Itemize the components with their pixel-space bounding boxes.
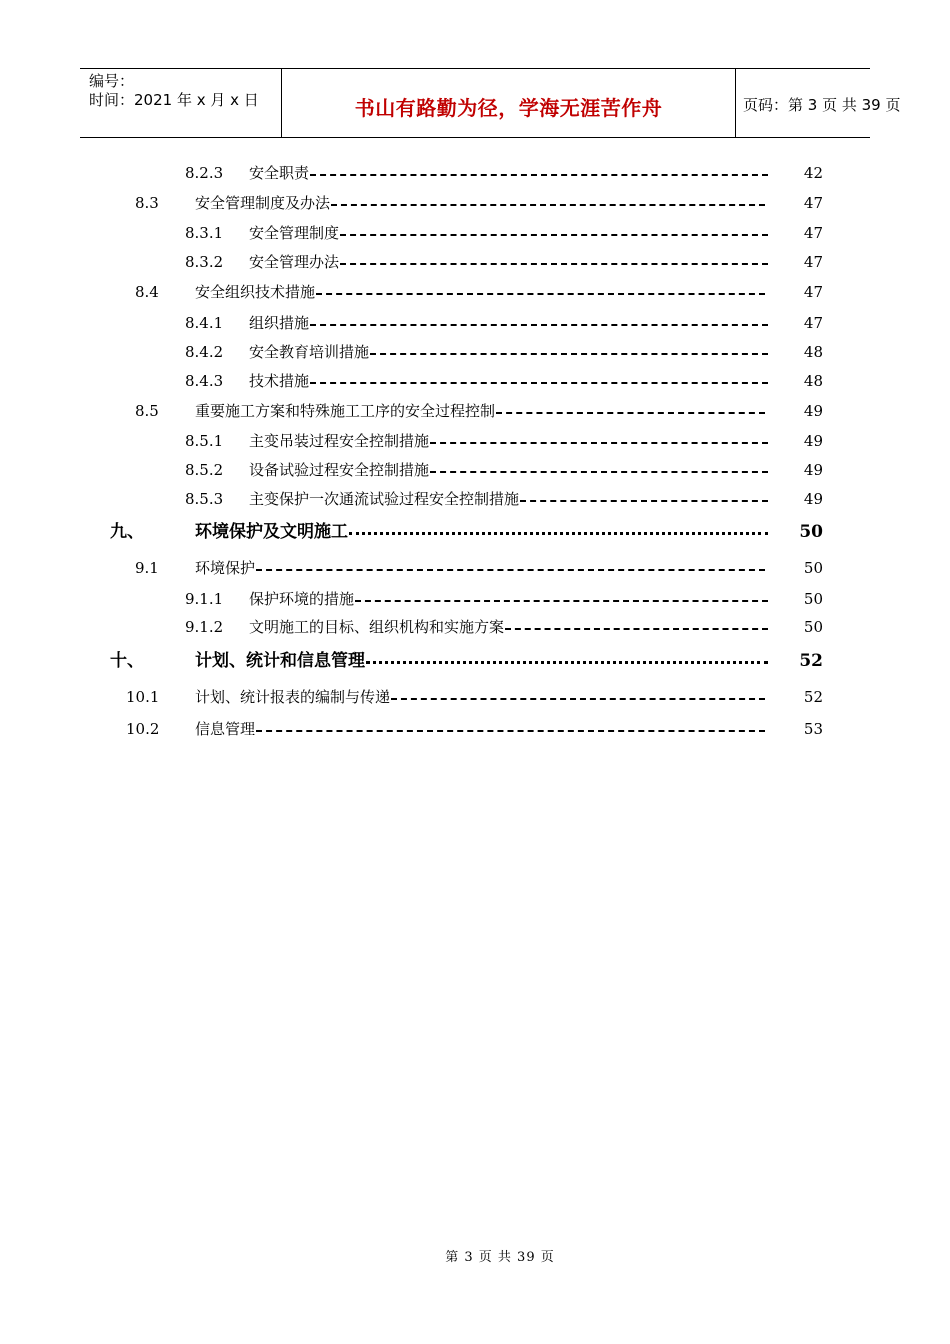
toc-entry-page: 52 (803, 688, 823, 706)
header-motto-cell (281, 69, 736, 137)
toc-entry-line (249, 250, 768, 274)
document-date: 时间：2021 年 x 月 x 日 (89, 91, 259, 109)
toc-entry-line (195, 280, 765, 304)
toc-entry (0, 221, 950, 245)
toc-entry (0, 429, 950, 453)
toc-dot-leader (355, 600, 768, 602)
toc-entry-number: 十、 (110, 651, 144, 671)
toc-entry (0, 487, 950, 511)
toc-entry-page: 50 (803, 590, 823, 608)
toc-dot-leader (310, 382, 768, 384)
toc-entry-title: 安全管理办法 (249, 253, 340, 271)
toc-entry-number: 9.1.2 (185, 618, 224, 636)
toc-entry-title: 安全管理制度 (249, 224, 340, 242)
toc-entry-page: 47 (803, 314, 823, 332)
toc-entry-number: 九、 (110, 522, 144, 542)
toc-entry-number: 8.4 (135, 283, 159, 301)
toc-entry-number: 8.3.2 (185, 253, 224, 271)
toc-entry-line (195, 399, 765, 423)
toc-entry-title: 主变保护一次通流试验过程安全控制措施 (249, 490, 520, 508)
toc-entry-page: 49 (803, 402, 823, 420)
toc-entry (0, 399, 950, 423)
toc-entry-number: 10.2 (126, 720, 160, 738)
toc-entry-title: 组织措施 (249, 314, 310, 332)
toc-entry (0, 556, 950, 580)
toc-entry (0, 191, 950, 215)
toc-entry-page: 49 (803, 461, 823, 479)
toc-entry-number: 8.5.1 (185, 432, 224, 450)
toc-dot-leader (366, 661, 768, 664)
toc-entry (0, 161, 950, 185)
toc-entry-title: 保护环境的措施 (249, 590, 355, 608)
toc-dot-leader (520, 500, 768, 502)
toc-dot-leader (505, 628, 768, 630)
toc-entry-title: 文明施工的目标、组织机构和实施方案 (249, 618, 505, 636)
document-number-label: 编号： (89, 72, 135, 90)
toc-entry-title: 主变吊装过程安全控制措施 (249, 432, 430, 450)
toc-entry-title: 安全教育培训措施 (249, 343, 370, 361)
header-motto: 书山有路勤为径，学海无涯苦作舟 (354, 96, 663, 120)
toc-dot-leader (370, 353, 768, 355)
toc-dot-leader (496, 412, 765, 414)
toc-entry-page: 50 (803, 559, 823, 577)
toc-entry (0, 369, 950, 393)
toc-entry (0, 340, 950, 364)
toc-entry-line (195, 191, 765, 215)
toc-entry-line (249, 587, 768, 611)
toc-entry-number: 9.1 (135, 559, 159, 577)
toc-entry-line (249, 340, 768, 364)
toc-dot-leader (256, 569, 765, 571)
toc-entry-page: 48 (803, 372, 823, 390)
toc-entry-page: 52 (799, 651, 823, 671)
toc-dot-leader (340, 234, 768, 236)
toc-entry-line (195, 717, 765, 741)
toc-dot-leader (430, 471, 768, 473)
toc-dot-leader (310, 174, 768, 176)
toc-entry-page: 47 (803, 283, 823, 301)
toc-entry-number: 8.5.2 (185, 461, 224, 479)
toc-entry-title: 环境保护 (195, 559, 256, 577)
toc-entry-title: 安全职责 (249, 164, 310, 182)
toc-entry-title: 安全组织技术措施 (195, 283, 316, 301)
toc-entry-number: 8.2.3 (185, 164, 224, 182)
toc-entry-title: 重要施工方案和特殊施工工序的安全过程控制 (195, 402, 496, 420)
toc-entry-page: 49 (803, 490, 823, 508)
toc-entry-line (195, 685, 765, 709)
toc-entry-title: 环境保护及文明施工 (195, 522, 348, 542)
toc-entry-page: 50 (803, 618, 823, 636)
page-footer: 第 3 页 共 39 页 (445, 1250, 555, 1265)
toc-entry-page: 53 (803, 720, 823, 738)
toc-entry-line (249, 458, 768, 482)
toc-entry (0, 520, 950, 544)
toc-entry-title: 设备试验过程安全控制措施 (249, 461, 430, 479)
toc-entry-line (195, 520, 768, 544)
toc-entry (0, 280, 950, 304)
toc-entry (0, 250, 950, 274)
toc-entry-title: 信息管理 (195, 720, 256, 738)
toc-dot-leader (256, 730, 765, 732)
toc-entry-line (249, 369, 768, 393)
toc-entry-title: 安全管理制度及办法 (195, 194, 331, 212)
toc-dot-leader (391, 698, 765, 700)
toc-entry-line (195, 556, 765, 580)
toc-entry-number: 8.5.3 (185, 490, 224, 508)
toc-entry-line (249, 161, 768, 185)
header-meta-cell (80, 69, 281, 137)
toc-entry-line (249, 221, 768, 245)
toc-entry-number: 8.3.1 (185, 224, 224, 242)
toc-entry-number: 8.3 (135, 194, 159, 212)
toc-entry-page: 47 (803, 224, 823, 242)
toc-entry-number: 8.4.3 (185, 372, 224, 390)
toc-entry-line (195, 649, 768, 673)
toc-entry-number: 8.4.1 (185, 314, 224, 332)
toc-entry (0, 458, 950, 482)
toc-dot-leader (349, 532, 768, 535)
toc-entry-title: 技术措施 (249, 372, 310, 390)
toc-entry-title: 计划、统计报表的编制与传递 (195, 688, 391, 706)
toc-entry (0, 649, 950, 673)
header-page-info: 页码：第 3 页 共 39 页 (743, 96, 901, 114)
page-header (80, 68, 901, 138)
toc-entry-page: 47 (803, 194, 823, 212)
toc-entry-number: 8.5 (135, 402, 159, 420)
toc-entry-line (249, 311, 768, 335)
toc-entry-number: 8.4.2 (185, 343, 224, 361)
toc-entry-page: 48 (803, 343, 823, 361)
toc-dot-leader (430, 442, 768, 444)
toc-entry-title: 计划、统计和信息管理 (195, 651, 365, 671)
toc-dot-leader (340, 263, 768, 265)
toc-entry (0, 587, 950, 611)
toc-entry-page: 47 (803, 253, 823, 271)
toc-dot-leader (316, 293, 765, 295)
toc-entry-page: 50 (799, 522, 823, 542)
toc-entry (0, 685, 950, 709)
header-page-cell (735, 69, 901, 137)
toc-entry-line (249, 429, 768, 453)
toc-entry-page: 49 (803, 432, 823, 450)
toc-dot-leader (310, 324, 768, 326)
toc-entry-number: 10.1 (126, 688, 160, 706)
toc-entry (0, 311, 950, 335)
toc-entry-number: 9.1.1 (185, 590, 224, 608)
toc-entry (0, 615, 950, 639)
toc-entry-line (249, 615, 768, 639)
toc-dot-leader (331, 204, 765, 206)
toc-entry (0, 717, 950, 741)
toc-entry-line (249, 487, 768, 511)
toc-entry-page: 42 (803, 164, 823, 182)
